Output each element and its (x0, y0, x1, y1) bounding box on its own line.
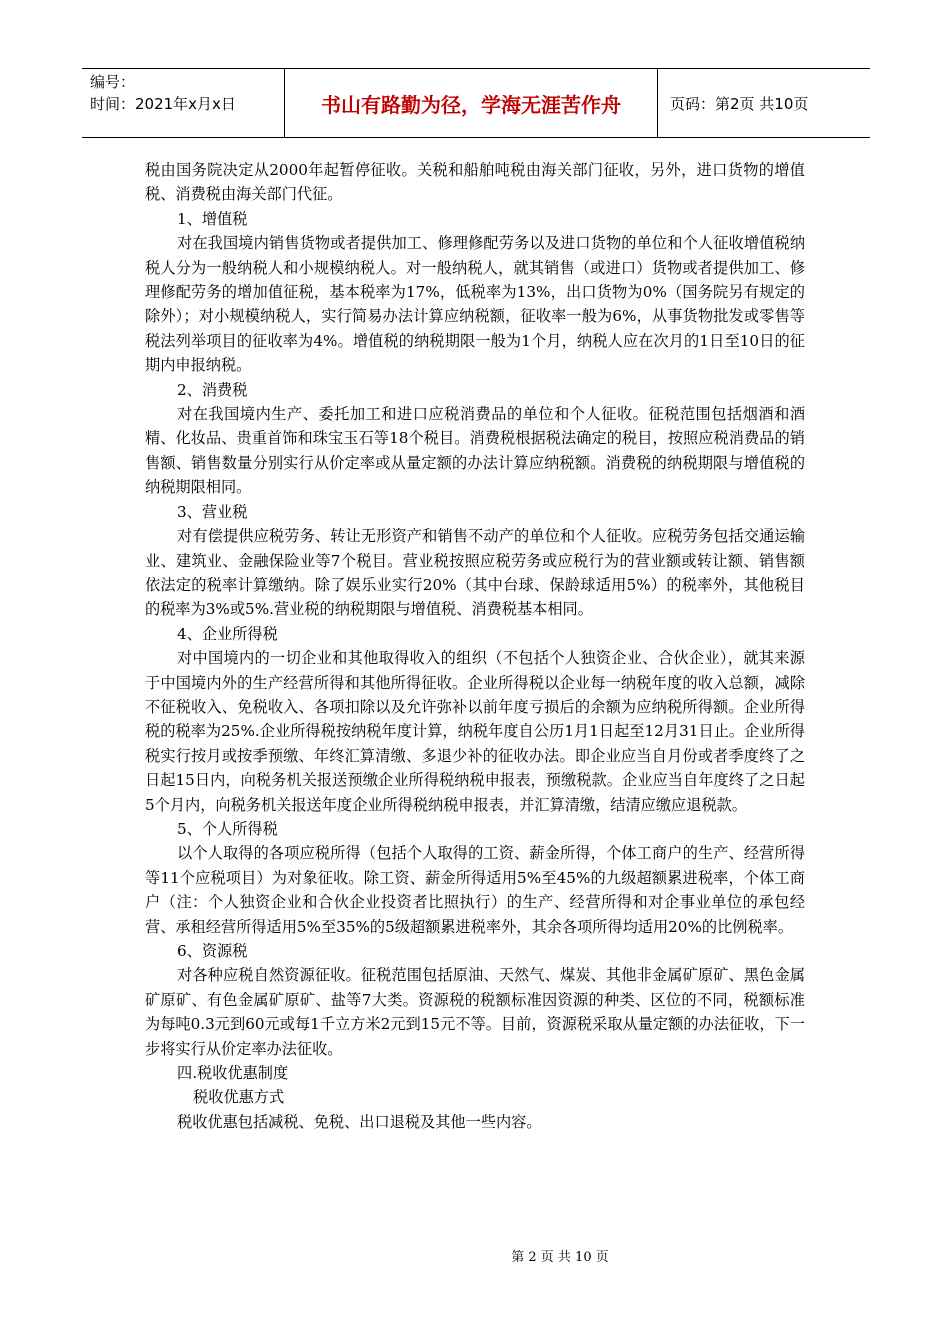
header-motto: 书山有路勤为径，学海无涯苦作舟 (285, 69, 658, 137)
header-page-info: 页码：第2页 共10页 (670, 94, 809, 113)
page-header (82, 68, 870, 138)
header-meta (82, 69, 285, 137)
paragraph: 税由国务院决定从2000年起暂停征收。关税和船舶吨税由海关部门征收，另外，进口货物的增值税、消费税由海关部门代征。 (145, 161, 805, 204)
paragraph: 对各种应税自然资源征收。征税范围包括原油、天然气、煤炭、其他非金属矿原矿、黑色金属矿原矿、有色金属矿原矿、盐等7大类。资源税的税额标准因资源的种类、区位的不同，税额标准为每吨0.3元到60元或每1千立方米2元到15元不等。目前，资源税采取从量定额的办法征收，下一步将实行从价定率办法征收。 (145, 966, 805, 1058)
paragraph: 6、资源税 (177, 942, 248, 960)
paragraph: 以个人取得的各项应税所得（包括个人取得的工资、薪金所得，个体工商户的生产、经营所得等11个应税项目）为对象征收。除工资、薪金所得适用5%至45%的九级超额累进税率，个体工商户（注：个人独资企业和合伙企业投资者比照执行）的生产、经营所得和对企事业单位的承包经营、承租经营所得适用5%至35%的5级超额累进税率外，其余各项所得均适用20%的比例税率。 (145, 844, 805, 936)
paragraph: 2、消费税 (177, 380, 248, 399)
paragraph: 四.税收优惠制度 (177, 1064, 289, 1083)
paragraph: 5、个人所得税 (177, 819, 278, 838)
paragraph: 对中国境内的一切企业和其他取得收入的组织（不包括个人独资企业、合伙企业），就其来源于中国境内外的生产经营所得和其他所得征收。企业所得税以企业每一纳税年度的收入总额，减除不征税收入、免税收入、各项扣除以及允许弥补以前年度亏损后的余额为应纳税所得额。企业所得税的税率为25%.企业所得税按纳税年度计算，纳税年度自公历1月1日起至12月31日止。企业所得税实行按月或按季预缴、年终汇算清缴、多退少补的征收办法。即企业应当自月份或者季度终了之日起15日内，向税务机关报送预缴企业所得税纳税申报表，预缴税款。企业应当自年度终了之日起5个月内，向税务机关报送年度企业所得税纳税申报表，并汇算清缴，结清应缴应退税款。 (145, 649, 805, 814)
document-body (145, 158, 805, 1134)
paragraph: 对在我国境内销售货物或者提供加工、修理修配劳务以及进口货物的单位和个人征收增值税纳税人分为一般纳税人和小规模纳税人。对一般纳税人，就其销售（或进口）货物或者提供加工、修理修配劳务的增加值征税，基本税率为17%，低税率为13%，出口货物为0%（国务院另有规定的除外）；对小规模纳税人，实行简易办法计算应纳税额，征收率一般为6%，从事货物批发或零售等税法列举项目的征收率为4%。增值税的纳税期限一般为1个月，纳税人应在次月的1日至10日的征期内申报纳税。 (145, 234, 805, 375)
paragraph: 税收优惠方式 (193, 1088, 285, 1107)
page-footer: 第 2 页 共 10 页 (511, 1250, 609, 1265)
paragraph: 3、营业税 (177, 502, 248, 521)
doc-number-label: 编号： (90, 73, 136, 91)
paragraph: 对在我国境内生产、委托加工和进口应税消费品的单位和个人征收。征税范围包括烟酒和酒精、化妆品、贵重首饰和珠宝玉石等18个税目。消费税根据税法确定的税目，按照应税消费品的销售额、销售数量分别实行从价定率或从量定额的办法计算应纳税额。消费税的纳税期限与增值税的纳税期限相同。 (145, 405, 805, 497)
doc-time-label: 时间：2021年x月x日 (90, 95, 236, 113)
paragraph: 对有偿提供应税劳务、转让无形资产和销售不动产的单位和个人征收。应税劳务包括交通运输业、建筑业、金融保险业等7个税目。营业税按照应税劳务或应税行为的营业额或转让额、销售额依法定的税率计算缴纳。除了娱乐业实行20%（其中台球、保龄球适用5%）的税率外，其他税目的税率为3%或5%.营业税的纳税期限与增值税、消费税基本相同。 (145, 527, 805, 619)
paragraph: 4、企业所得税 (177, 624, 278, 643)
paragraph: 1、增值税 (177, 209, 248, 228)
paragraph: 税收优惠包括减税、免税、出口退税及其他一些内容。 (177, 1112, 542, 1131)
